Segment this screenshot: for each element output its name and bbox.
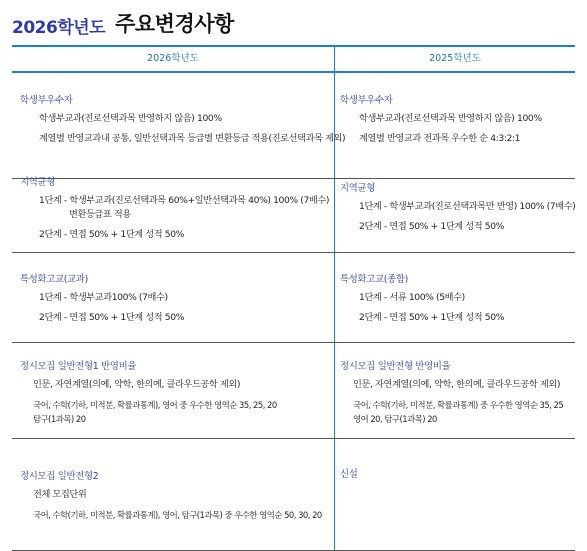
row-divider <box>12 342 575 343</box>
section-heading: 학생부우수자 <box>340 95 393 106</box>
detail-line: 2단계 - 면접 50% + 1단계 성적 50% <box>359 312 504 323</box>
row-new-2025 <box>340 469 574 487</box>
section-heading: 특성화고교(교과) <box>20 274 89 285</box>
detail-line: 학생부교과(진로선택과목 반영하지 않음) 100% <box>39 113 222 124</box>
detail-line: 전체 모집단위 <box>33 489 87 500</box>
section-heading: 특성화고교(종합) <box>340 274 409 285</box>
section-heading: 정시모집 일반전형1 반영비율 <box>20 361 137 372</box>
detail-line: 1단계 - 학생부교과(진로선택과목 60%+일반선택과목 40%) 100% (7배수) <box>39 195 330 206</box>
section-heading: 학생부우수자 <box>20 95 73 106</box>
detail-line: 2단계 - 면접 50% + 1단계 성적 50% <box>39 312 184 323</box>
detail-line: 학생부교과(진로선택과목 반영하지 않음) 100% <box>359 113 542 124</box>
detail-line: 1단계 - 학생부교과100% (7배수) <box>39 292 168 303</box>
column-header-2025: 2025학년도 <box>429 53 481 64</box>
row-divider <box>12 252 575 253</box>
row-vocational-2025 <box>340 274 574 332</box>
column-divider <box>334 47 335 550</box>
detail-line: 국어, 수학(기하, 미적분, 확률과통계), 영어 중 우수한 영역순 35, 25, 20 <box>33 400 277 410</box>
column-header-2026: 2026학년도 <box>147 53 199 64</box>
page-title <box>12 8 234 38</box>
row-student-record-2026 <box>20 95 346 153</box>
detail-line: 국어, 수학(기하, 미적분, 확률과통계), 영어, 탐구(1과목) 중 우수한 영역순 50, 30, 20 <box>33 510 322 520</box>
detail-line: 변환등급표 적용 <box>69 209 131 220</box>
title-year: 2026학년도 <box>12 18 106 38</box>
detail-line: 1단계 - 학생부교과(진로선택과목만 반영) 100% (7배수) <box>359 201 576 212</box>
detail-line: 2단계 - 면접 50% + 1단계 성적 50% <box>359 221 504 232</box>
row-divider <box>12 438 575 439</box>
section-heading: 정시모집 일반전형2 <box>20 471 99 482</box>
row-regular-general-2025 <box>340 361 574 433</box>
row-regular-general1-2026 <box>20 361 332 433</box>
detail-line: 국어, 수학(기하, 미적분, 확률과통계) 중 우수한 영역순 35, 25 <box>353 400 564 410</box>
table-header <box>12 47 575 71</box>
row-vocational-2026 <box>20 274 332 332</box>
section-heading: 정시모집 일반전형 반영비율 <box>340 361 451 372</box>
section-heading: 지역균형 <box>340 183 376 194</box>
detail-line: 계열별 반영교과내 공통, 일반선택과목 등급별 변환등급 적용(진로선택과목 제외) <box>39 133 346 144</box>
section-heading: 지역균형 <box>20 177 56 188</box>
detail-line: 1단계 - 서류 100% (5배수) <box>359 292 465 303</box>
detail-line: 2단계 - 면접 50% + 1단계 성적 50% <box>39 229 184 240</box>
detail-line: 인문, 자연계열(의예, 약학, 한의예, 클라우드공학 제외) <box>33 379 241 390</box>
header-rule <box>12 71 575 73</box>
detail-line: 인문, 자연계열(의예, 약학, 한의예, 클라우드공학 제외) <box>353 379 561 390</box>
row-regular-general2-2026 <box>20 471 332 529</box>
section-heading: 신설 <box>340 469 358 480</box>
detail-line: 탐구(1과목) 20 <box>33 414 86 424</box>
row-student-record-2025 <box>340 95 574 153</box>
title-main: 주요변경사항 <box>115 12 234 36</box>
detail-line: 영어 20, 탐구(1과목) 20 <box>353 414 437 424</box>
row-regional-2025 <box>340 183 574 241</box>
detail-line: 계열별 반영교과 전과목 우수한 순 4:3:2:1 <box>359 133 521 144</box>
row-regional-2026 <box>20 177 332 249</box>
